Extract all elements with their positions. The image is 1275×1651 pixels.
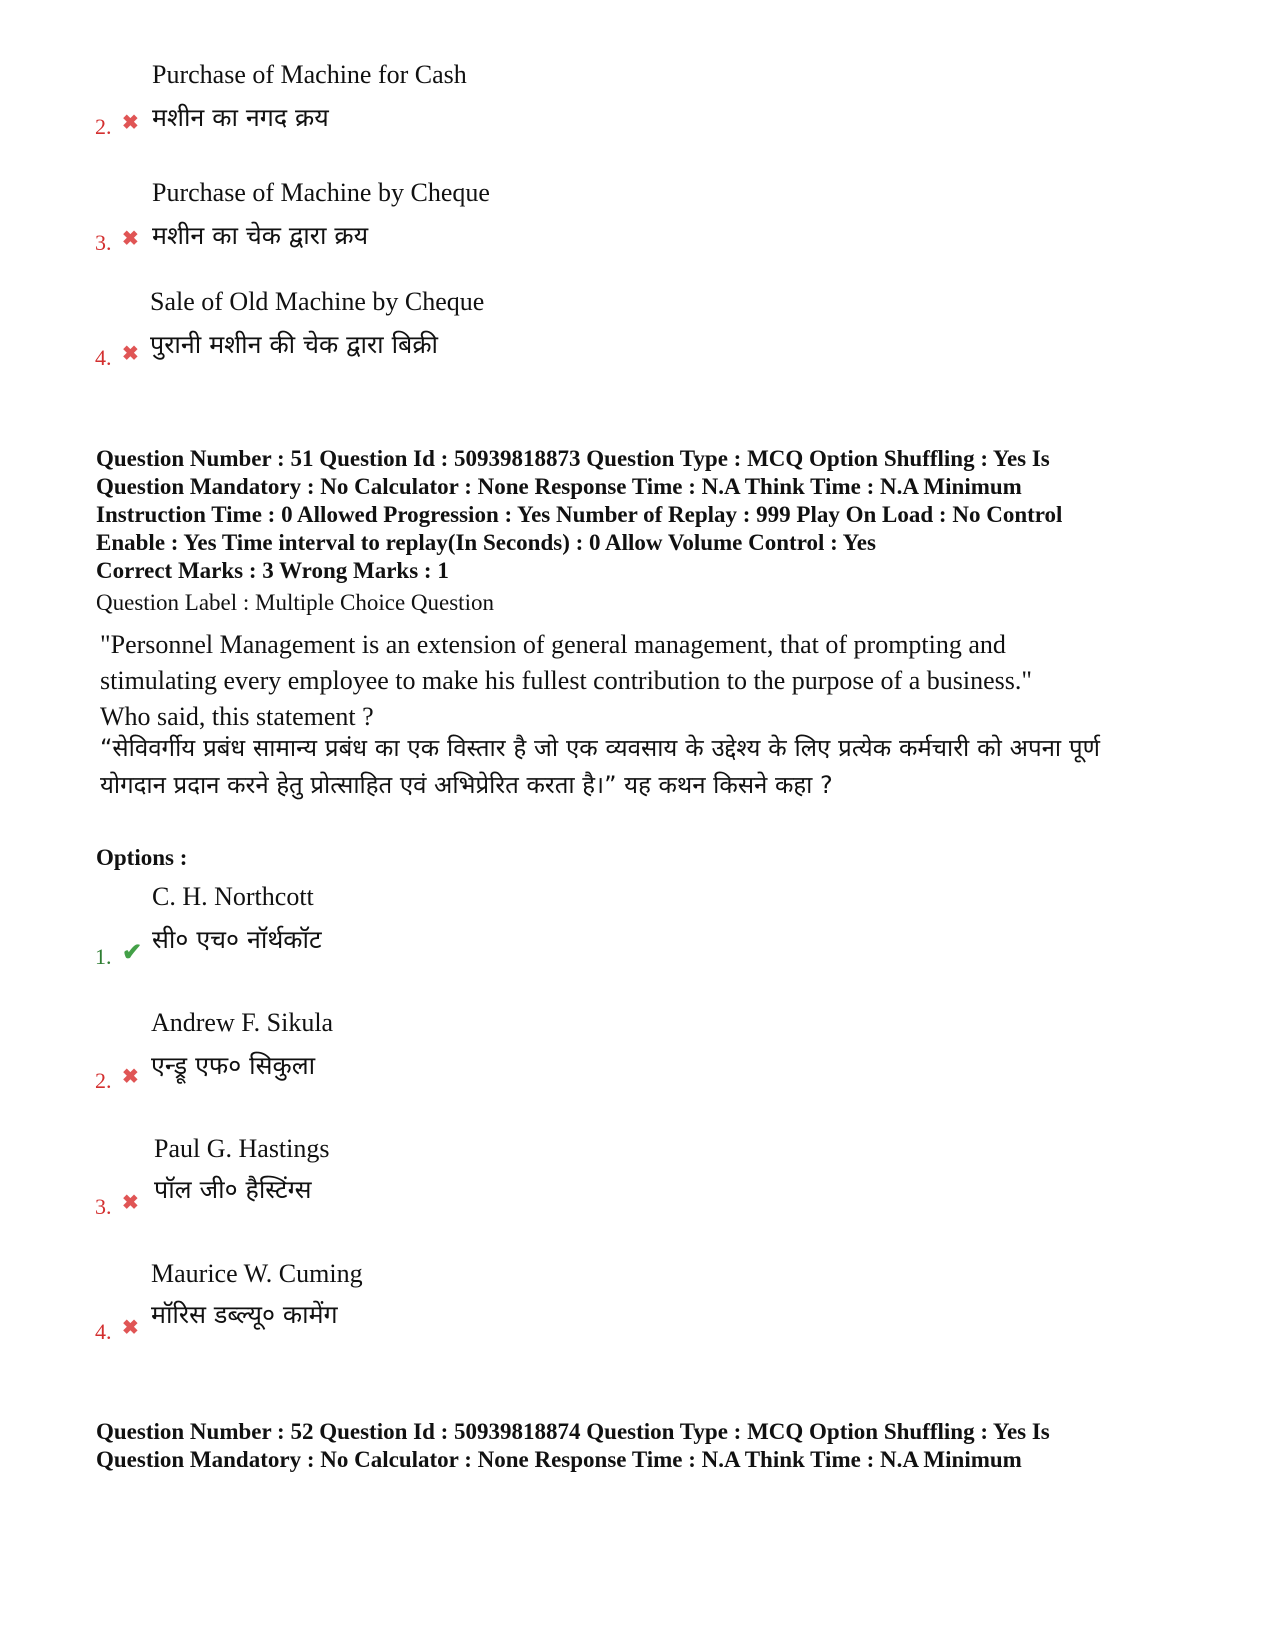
meta-line: Question Mandatory : No Calculator : None Response Time : N.A Think Time : N.A Minimum bbox=[96, 1447, 1022, 1472]
cross-icon: ✖ bbox=[122, 1192, 139, 1214]
option-text-hi: एन्ड्रू एफ० सिकुला bbox=[151, 1051, 316, 1080]
meta-line: Enable : Yes Time interval to replay(In Seconds) : 0 Allow Volume Control : Yes bbox=[96, 530, 876, 555]
cross-icon: ✖ bbox=[122, 112, 139, 134]
option-text-en: C. H. Northcott bbox=[152, 882, 314, 911]
meta-line: Instruction Time : 0 Allowed Progression : Yes Number of Replay : 999 Play On Load : No Control bbox=[96, 502, 1063, 527]
option-number: 2. bbox=[95, 1068, 112, 1093]
cross-icon: ✖ bbox=[122, 1066, 139, 1088]
cross-icon: ✖ bbox=[122, 1317, 139, 1339]
question-52-meta bbox=[96, 1418, 1196, 1474]
cross-icon: ✖ bbox=[122, 343, 139, 365]
option-number: 2. bbox=[95, 114, 112, 139]
option-number: 4. bbox=[95, 1319, 112, 1344]
option-text-en: Purchase of Machine by Cheque bbox=[152, 178, 490, 207]
option-number: 3. bbox=[95, 1194, 112, 1219]
option-number: 1. bbox=[95, 944, 112, 969]
meta-line: Question Number : 51 Question Id : 50939818873 Question Type : MCQ Option Shuffling : Yes Is bbox=[96, 446, 1050, 471]
option-text-hi: मशीन का चेक द्वारा क्रय bbox=[152, 221, 369, 250]
question-marks: Correct Marks : 3 Wrong Marks : 1 bbox=[96, 558, 449, 583]
option-text-hi: मॉरिस डब्ल्यू० कामेंग bbox=[151, 1300, 338, 1329]
option-text-en: Purchase of Machine for Cash bbox=[152, 60, 467, 89]
option-number: 4. bbox=[95, 345, 112, 370]
question-line: stimulating every employee to make his fullest contribution to the purpose of a business." bbox=[100, 666, 1032, 695]
question-text-en bbox=[100, 627, 1100, 735]
question-line: Who said, this statement ? bbox=[100, 702, 374, 731]
meta-line: Question Mandatory : No Calculator : None Response Time : N.A Think Time : N.A Minimum bbox=[96, 474, 1022, 499]
option-number: 3. bbox=[95, 230, 112, 255]
options-heading: Options : bbox=[96, 845, 188, 870]
cross-icon: ✖ bbox=[122, 228, 139, 250]
question-line: "Personnel Management is an extension of general management, that of prompting and bbox=[100, 630, 1006, 659]
option-text-en: Andrew F. Sikula bbox=[151, 1008, 334, 1037]
check-icon: ✔ bbox=[122, 940, 143, 966]
option-text-en: Maurice W. Cuming bbox=[151, 1259, 363, 1288]
question-label: Question Label : Multiple Choice Question bbox=[96, 590, 494, 615]
option-text-en: Sale of Old Machine by Cheque bbox=[150, 287, 485, 316]
question-51-meta bbox=[96, 445, 1196, 557]
option-text-en: Paul G. Hastings bbox=[154, 1134, 330, 1163]
meta-line: Question Number : 52 Question Id : 50939818874 Question Type : MCQ Option Shuffling : Yes Is bbox=[96, 1419, 1050, 1444]
option-text-hi: पुरानी मशीन की चेक द्वारा बिक्री bbox=[150, 330, 439, 359]
option-text-hi: मशीन का नगद क्रय bbox=[152, 103, 329, 132]
option-text-hi: पॉल जी० हैस्टिंग्स bbox=[154, 1175, 312, 1204]
question-text-hi: “सेविवर्गीय प्रबंध सामान्य प्रबंध का एक विस्तार है जो एक व्यवसाय के उद्देश्य के लिए प्रत्येक कर्मचारी को अपना पूर्ण योगदान प्रदान करने हेतु प्रोत्साहित एवं अभिप्रेरित करता है।” यह कथन किसने कहा ? bbox=[100, 734, 1100, 799]
option-text-hi: सी० एच० नॉर्थकॉट bbox=[152, 925, 322, 954]
